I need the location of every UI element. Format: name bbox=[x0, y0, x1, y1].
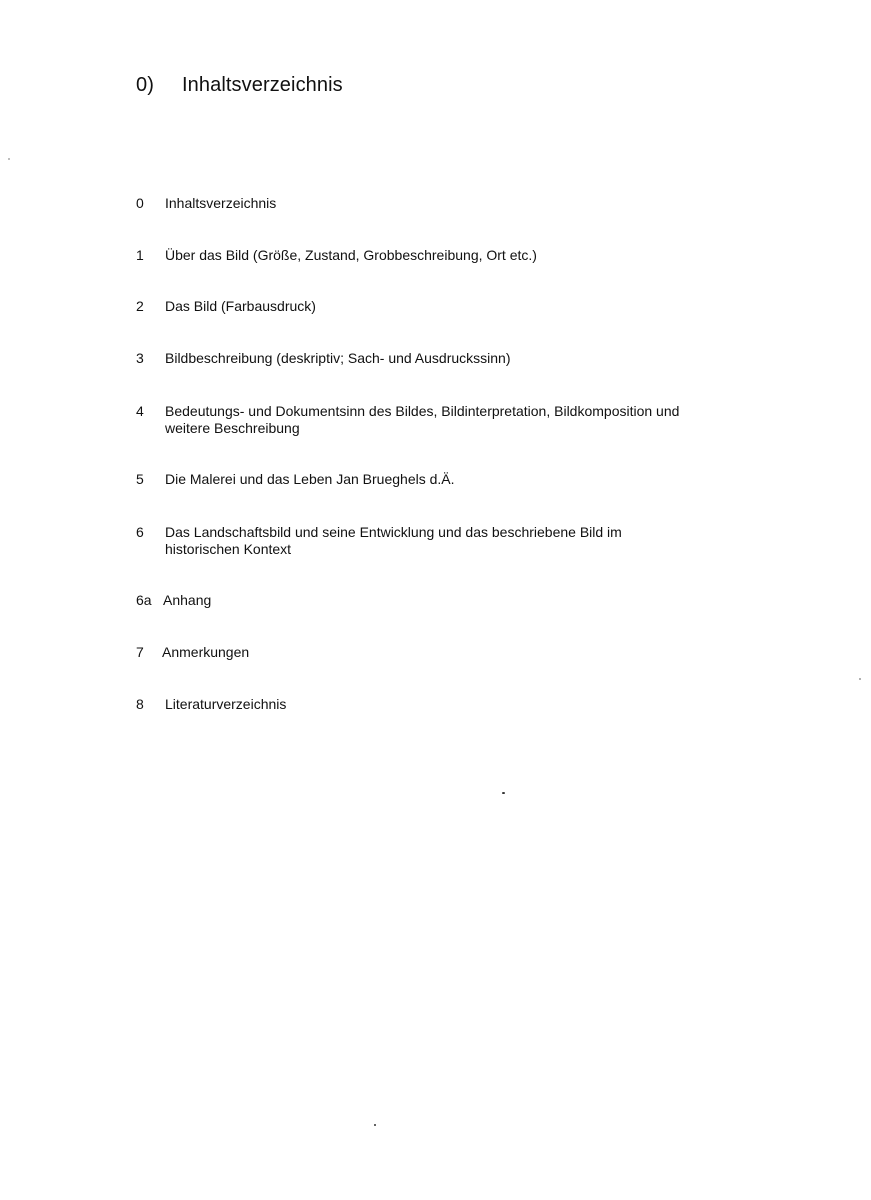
toc-entry-number: 1 bbox=[136, 247, 144, 263]
page-title-text: Inhaltsverzeichnis bbox=[182, 74, 343, 96]
toc-entry-text: Literaturverzeichnis bbox=[165, 696, 287, 712]
page-title bbox=[136, 72, 343, 98]
toc-entry-text: Anmerkungen bbox=[162, 644, 250, 660]
toc-entry-text: Bedeutungs- und Dokumentsinn des Bildes, Bildinterpretation, Bildkomposition und weitere Beschreibung bbox=[165, 403, 680, 436]
toc-entry-number: 7 bbox=[136, 644, 144, 660]
toc-entry-number: 4 bbox=[136, 403, 144, 419]
scan-speck bbox=[502, 792, 505, 794]
toc-entry-text: Das Landschaftsbild und seine Entwicklung und das beschriebene Bild im historischen Kontext bbox=[165, 524, 622, 557]
toc-entry-text: Inhaltsverzeichnis bbox=[165, 195, 277, 211]
page-title-number: 0) bbox=[136, 74, 154, 96]
scan-speck bbox=[859, 678, 861, 680]
toc-entry-text: Das Bild (Farbausdruck) bbox=[165, 298, 316, 314]
toc-entry-number: 6 bbox=[136, 524, 144, 540]
scan-speck bbox=[8, 158, 10, 160]
toc-entry-text: Anhang bbox=[163, 592, 212, 608]
toc-entry-number: 0 bbox=[136, 195, 144, 211]
scan-speck bbox=[374, 1124, 376, 1126]
toc-entry-text: Die Malerei und das Leben Jan Brueghels d.Ä. bbox=[165, 471, 455, 487]
toc-entry-number: 5 bbox=[136, 471, 144, 487]
toc-entry-number: 6a bbox=[136, 592, 152, 608]
toc-entry-number: 8 bbox=[136, 696, 144, 712]
toc-entry-text: Über das Bild (Größe, Zustand, Grobbeschreibung, Ort etc.) bbox=[165, 247, 537, 263]
toc-entry-number: 3 bbox=[136, 350, 144, 366]
toc-entry-number: 2 bbox=[136, 298, 144, 314]
toc-entry-text: Bildbeschreibung (deskriptiv; Sach- und Ausdruckssinn) bbox=[165, 350, 511, 366]
